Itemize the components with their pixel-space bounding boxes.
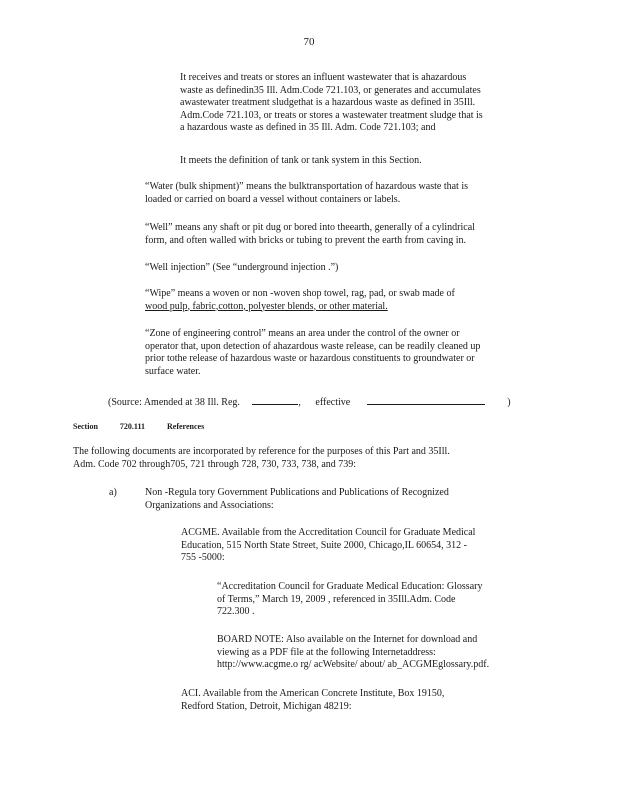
text-line: “Zone of engineering control” means an area under the control of the owner or xyxy=(145,328,460,339)
text-line: http://www.acgme.o rg/ acWebsite/ about/ ab_ACGMEglossary.pdf. xyxy=(217,659,490,670)
text-line: operator that, upon detection of ahazardous waste release, can be readily cleaned up xyxy=(145,340,481,352)
source-note xyxy=(108,395,538,410)
paragraph-meets xyxy=(180,155,544,168)
text-line: ACI. Available from the American Concrete Institute, Box 19150, xyxy=(181,688,445,699)
board-note xyxy=(217,634,533,672)
effective-date-blank xyxy=(367,395,485,405)
definition-well-injection xyxy=(145,262,445,275)
text-line: of Terms,” March 19, 2009 , referenced in 35Ill.Adm. Code xyxy=(217,593,456,605)
text-line: Adm. Code 702 through705, 721 through 728, 730, 733, 738, and 739: xyxy=(73,458,357,470)
text-line: Redford Station, Detroit, Michigan 48219: xyxy=(181,700,352,712)
text-line: Education, 515 North State Street, Suite 2000, Chicago,IL 60654, 312 - xyxy=(181,539,467,551)
paragraph-following-documents xyxy=(73,446,533,471)
text-line: loaded or carried on board a vessel without containers or labels. xyxy=(145,193,401,205)
definition-zone-of-engineering-control xyxy=(145,328,545,378)
text-line: surface water. xyxy=(145,365,201,377)
text-line: awastewater treatment sludgethat is a hazardous waste as defined in 35Ill. xyxy=(180,97,476,108)
paragraph-receives xyxy=(180,72,544,135)
text-line: a hazardous waste as defined in 35 Ill. Adm. Code 721.103; and xyxy=(180,122,436,133)
text-line: “Accreditation Council for Graduate Medical Education: Glossary xyxy=(217,581,483,592)
text-line: The following documents are incorporated by reference for the purposes of this Part and 35Ill. xyxy=(73,446,450,457)
text-line: prior tothe release of hazardous waste or hazardous constituents to groundwater or xyxy=(145,353,475,364)
section-number: 720.111 xyxy=(119,422,146,431)
source-line: (Source: Amended at 38 Ill. Reg. , effective ) xyxy=(108,397,511,408)
text-line: viewing as a PDF file at the following Internetaddress: xyxy=(217,646,436,658)
text-line: “Well” means any shaft or pit dug or bored into theearth, generally of a cylindrical xyxy=(145,222,475,233)
definition-wipe xyxy=(145,288,537,313)
text-line: “Well injection” (See “underground injection .”) xyxy=(145,262,339,273)
text-line: 755 -5000: xyxy=(181,552,225,563)
text-line: BOARD NOTE: Also available on the Internet for download and xyxy=(217,634,478,645)
text-line: “Water (bulk shipment)” means the bulktransportation of hazardous waste that is xyxy=(145,181,468,192)
text-line: ACGME. Available from the Accreditation Council for Graduate Medical xyxy=(181,527,476,538)
text-line: Organizations and Associations: xyxy=(145,499,274,511)
text-line: 722.300 . xyxy=(217,606,255,617)
text-line: It meets the definition of tank or tank system in this Section. xyxy=(180,155,422,166)
text-line: form, and often walled with bricks or tubing to prevent the earth from caving in. xyxy=(145,234,467,246)
reference-acgme xyxy=(181,527,537,565)
underlined-text-line: wood pulp, fabric,cotton, polyester blends, or other material. xyxy=(145,300,388,312)
source-prefix: (Source: Amended at 38 Ill. Reg. xyxy=(108,397,240,408)
source-effective: effective xyxy=(315,397,351,408)
text-line: “Wipe” means a woven or non -woven shop towel, rag, pad, or swab made of xyxy=(145,288,455,299)
item-marker: a) xyxy=(109,487,117,498)
section-title: References xyxy=(167,422,205,431)
text-line: Adm.Code 721.103, or treats or stores a wastewater treatment sludge that is xyxy=(180,109,483,121)
text-line: waste as definedin35 Ill. Adm.Code 721.103, or generates and accumulates xyxy=(180,84,481,96)
text-line: It receives and treats or stores an influent wastewater that is ahazardous xyxy=(180,72,467,83)
section-label: Section xyxy=(73,422,98,431)
page-number: 70 xyxy=(303,36,315,48)
item-a-text xyxy=(145,487,505,512)
section-heading xyxy=(73,422,224,431)
definition-well xyxy=(145,222,537,247)
reference-acgme-glossary xyxy=(217,581,533,619)
register-blank xyxy=(252,395,298,405)
text-line: Non -Regula tory Government Publications and Publications of Recognized xyxy=(145,487,449,498)
source-close: ) xyxy=(507,397,511,408)
reference-aci xyxy=(181,688,511,713)
definition-water-bulk-shipment xyxy=(145,181,533,206)
